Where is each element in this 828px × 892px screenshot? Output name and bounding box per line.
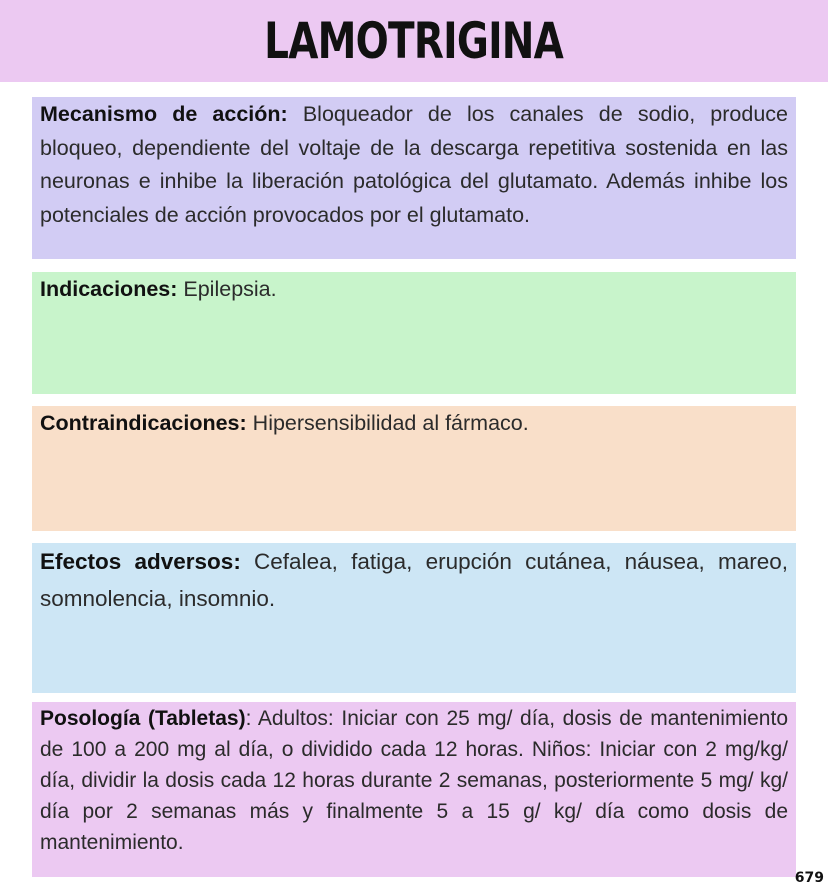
section-label: Efectos adversos: — [40, 549, 241, 574]
section-label: Indicaciones: — [40, 277, 178, 301]
section-mecanismo — [32, 97, 796, 259]
section-posologia — [32, 702, 796, 877]
section-text: Cefalea, fatiga, erupción cutánea, náusea, mareo, somnolencia, insomnio. — [40, 549, 788, 611]
section-label: Posología (Tabletas) — [40, 707, 246, 730]
section-text: : Adultos: Iniciar con 25 mg/ día, dosis de mantenimiento de 100 a 200 mg al día, o dividido cada 12 horas. Niños: Iniciar con 2 mg/kg/ día, dividir la dosis cada 12 horas durante 2 semanas, posteriormente 5 mg/ kg/ día por 2 semanas más y finalmente 5 a 15 g/ kg/ día como dosis de mantenimiento. — [40, 707, 788, 854]
section-text: Hipersensibilidad al fármaco. — [246, 411, 529, 435]
section-indicaciones — [32, 272, 796, 394]
section-efectos-adversos — [32, 543, 796, 693]
title-banner — [0, 0, 828, 82]
section-label: Contraindicaciones: — [40, 411, 247, 435]
section-text: Epilepsia. — [177, 277, 277, 301]
section-label: Mecanismo de acción: — [40, 102, 288, 126]
section-text: Bloqueador de los canales de sodio, produce bloqueo, dependiente del voltaje de la descarga repetitiva sostenida en las neuronas e inhibe la liberación patológica del glutamato. Además inhibe los potenciales de acción provocados por el glutamato. — [40, 102, 789, 227]
page-number: 679 — [794, 870, 824, 886]
section-contraindicaciones — [32, 406, 796, 531]
page-title: LAMOTRIGINA — [264, 12, 564, 70]
